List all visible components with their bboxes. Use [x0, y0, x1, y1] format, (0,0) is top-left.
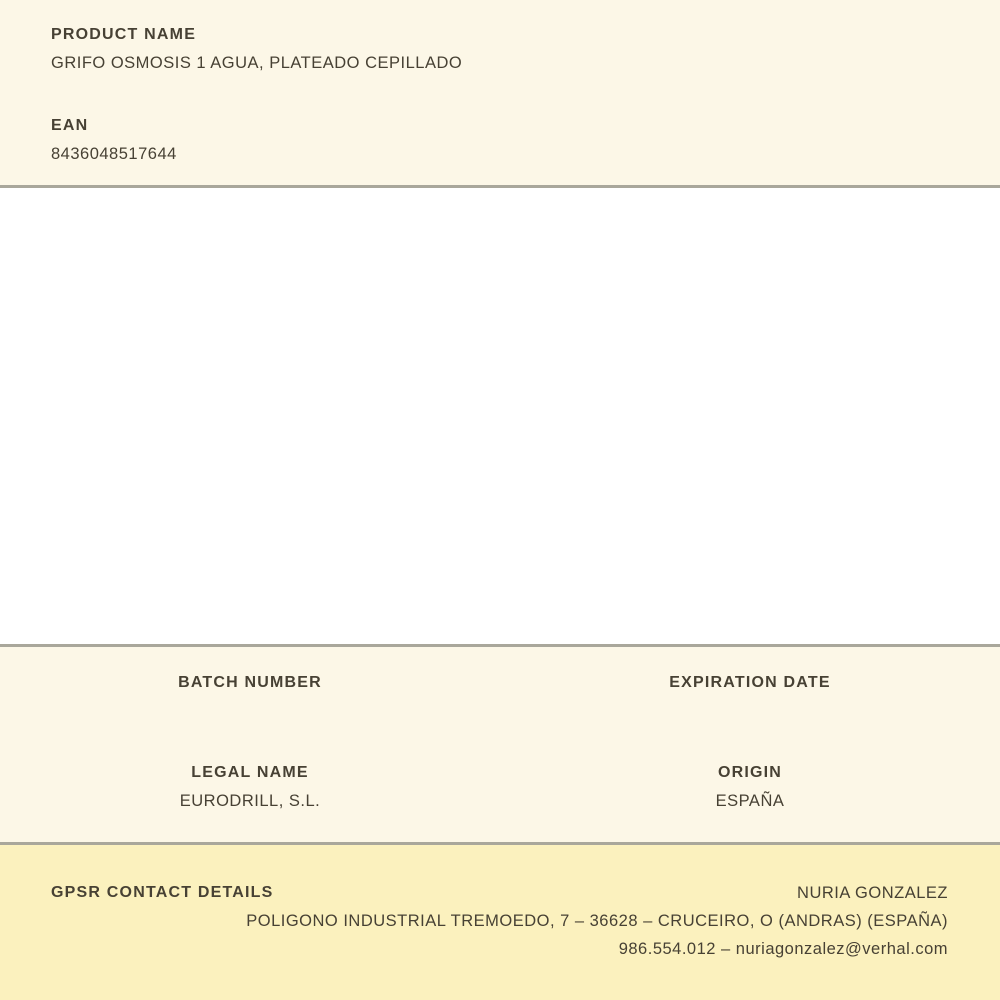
ean-value: 8436048517644 [51, 145, 177, 163]
origin-value: ESPAÑA [715, 792, 785, 810]
ean-label: EAN [51, 117, 89, 134]
batch-number-label: BATCH NUMBER [178, 674, 322, 691]
product-details-section [0, 647, 1000, 845]
details-column-right [500, 647, 1000, 842]
product-image-placeholder [0, 188, 1000, 647]
gpsr-contact-phone-email: 986.554.012 – nuriagonzalez@verhal.com [618, 940, 948, 958]
gpsr-contact-section [0, 845, 1000, 1000]
product-name-label: PRODUCT NAME [51, 26, 197, 43]
legal-name-value: EURODRILL, S.L. [179, 792, 321, 810]
gpsr-contact-details-label: GPSR CONTACT DETAILS [51, 884, 274, 901]
product-identity-section [0, 0, 1000, 188]
expiration-date-label: EXPIRATION DATE [669, 674, 831, 691]
gpsr-contact-name: NURIA GONZALEZ [797, 884, 948, 902]
legal-name-label: LEGAL NAME [191, 764, 309, 781]
origin-label: ORIGIN [717, 764, 783, 781]
details-column-left [0, 647, 500, 842]
gpsr-contact-address: POLIGONO INDUSTRIAL TREMOEDO, 7 – 36628 – CRUCEIRO, O (ANDRAS) (ESPAÑA) [246, 912, 948, 930]
product-name-value: GRIFO OSMOSIS 1 AGUA, PLATEADO CEPILLADO [51, 54, 463, 72]
